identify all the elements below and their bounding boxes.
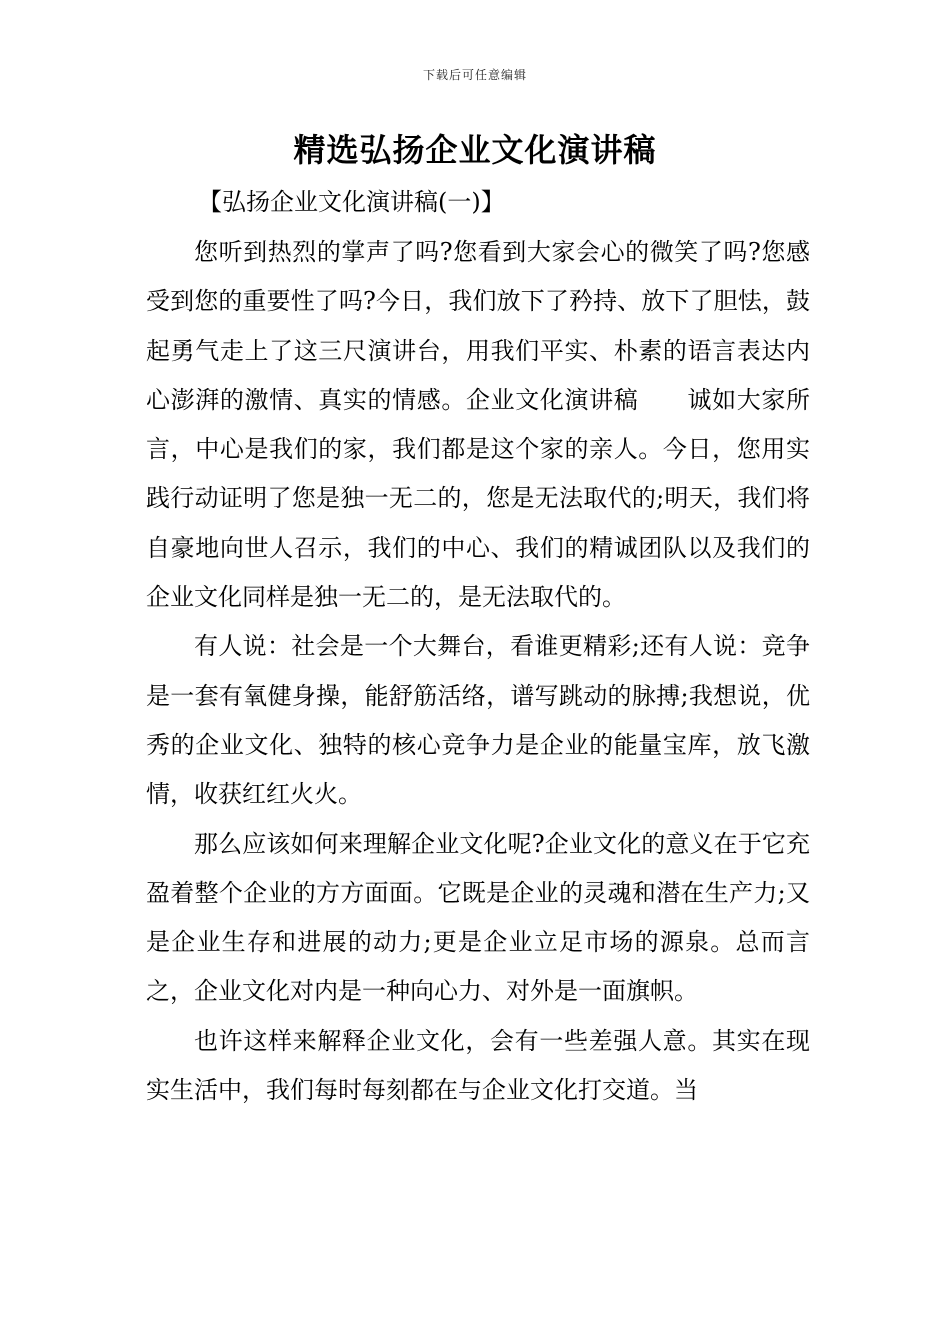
paragraph-4: 也许这样来解释企业文化，会有一些差强人意。其实在现实生活中，我们每时每刻都在与企业文化打交道。当 [146, 1026, 810, 1105]
body-text [146, 228, 810, 1115]
paragraph-2: 有人说：社会是一个大舞台，看谁更精彩;还有人说：竞争是一套有氧健身操，能舒筋活络，谱写跳动的脉搏;我想说，优秀的企业文化、独特的核心竞争力是企业的能量宝库，放飞激情，收获红红火火。 [146, 632, 810, 809]
paragraph-1: 您听到热烈的掌声了吗?您看到大家会心的微笑了吗?您感受到您的重要性了吗?今日，我们放下了矜持、放下了胆怯，鼓起勇气走上了这三尺演讲台，用我们平实、朴素的语言表达内心澎湃的激情、真实的情感。企业文化演讲稿 诚如大家所言，中心是我们的家，我们都是这个家的亲人。今日，您用实践行动证明了您是独一无二的，您是无法取代的;明天，我们将自豪地向世人召示，我们的中心、我们的精诚团队以及我们的企业文化同样是独一无二的，是无法取代的。 [146, 238, 810, 612]
header-note: 下载后可任意编辑 [422, 68, 527, 82]
paragraph-3: 那么应该如何来理解企业文化呢?企业文化的意义在于它充盈着整个企业的方方面面。它既是企业的灵魂和潜在生产力;又是企业生存和进展的动力;更是企业立足市场的源泉。总而言之，企业文化对内是一种向心力、对外是一面旗帜。 [146, 829, 810, 1006]
document-title: 精选弘扬企业文化演讲稿 [293, 131, 657, 169]
section-heading: 【弘扬企业文化演讲稿(一)】 [198, 188, 505, 216]
